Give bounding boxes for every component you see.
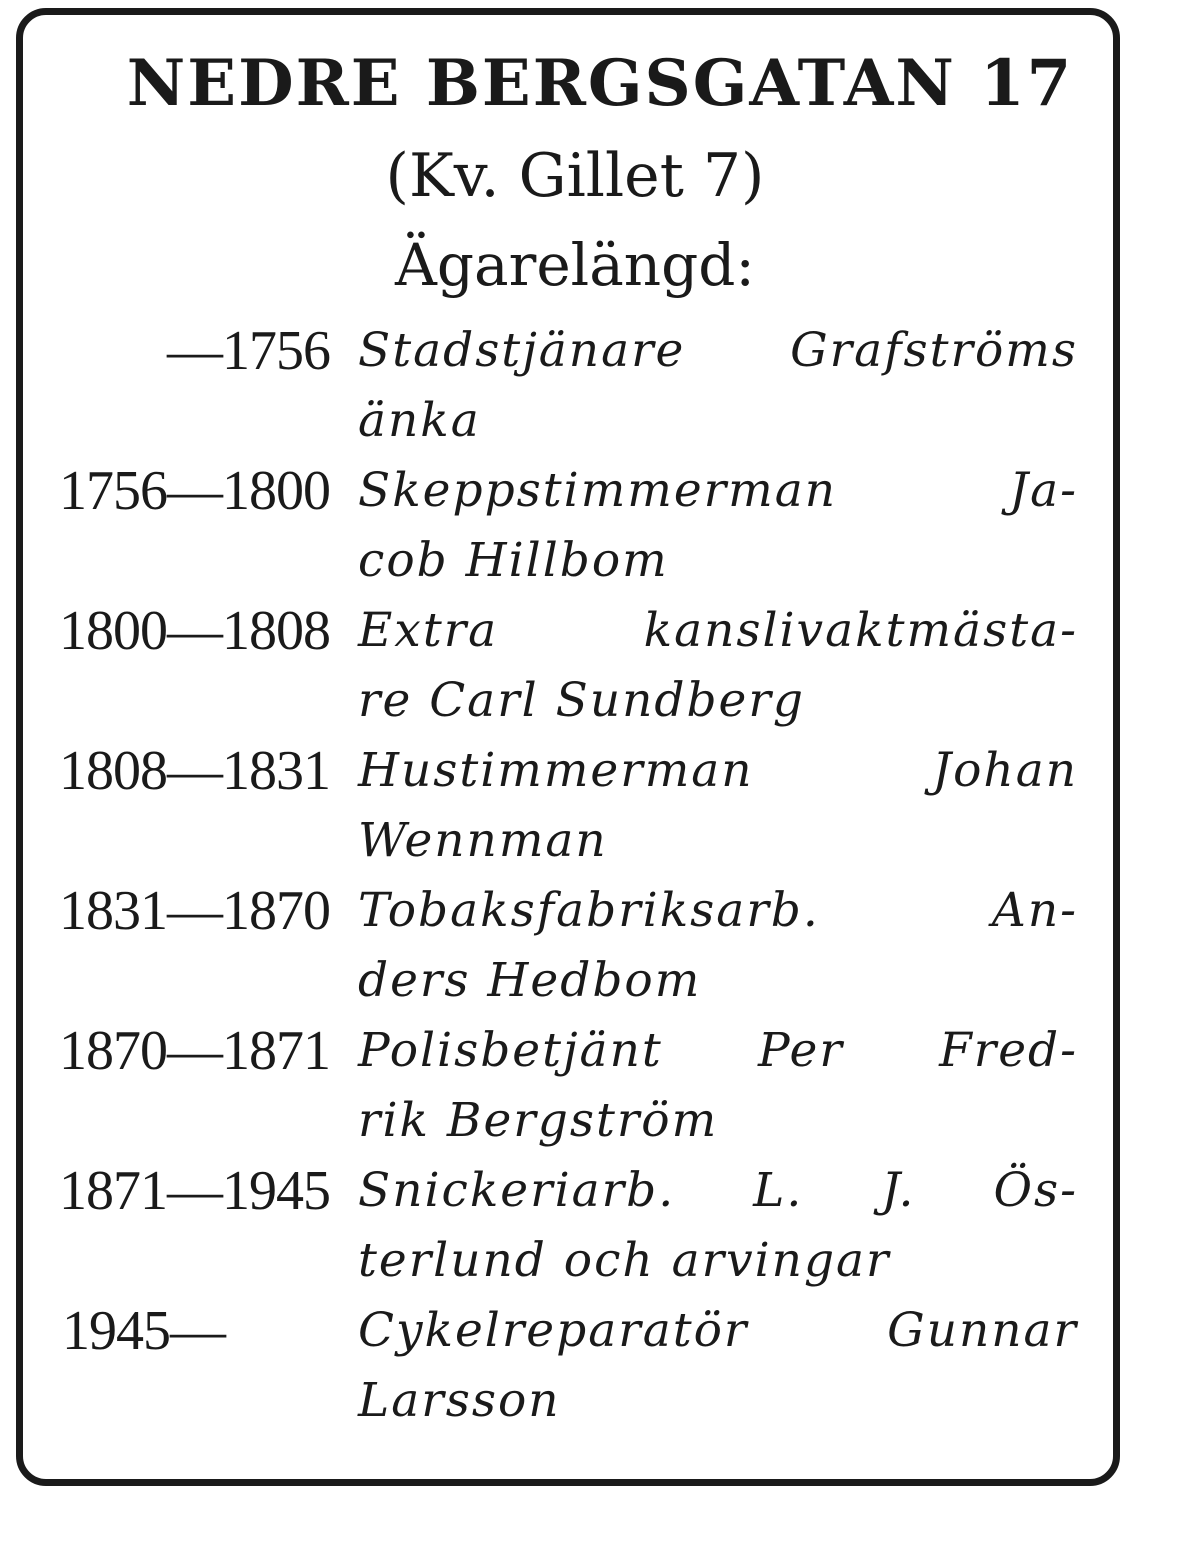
owner-entry: [40, 456, 1100, 596]
page-title: NEDRE BERGSGATAN 17: [126, 46, 1074, 121]
owner-name-line: terlund och arvingar: [358, 1233, 891, 1288]
owner-name-line: Cykelreparatör Gunnar: [358, 1303, 1078, 1358]
owner-entry: [40, 1016, 1100, 1156]
owner-period: 1800—1808: [59, 600, 330, 662]
owner-entry: [40, 736, 1100, 876]
section-heading: Ägarelängd:: [395, 231, 755, 299]
page-subtitle: (Kv. Gillet 7): [385, 141, 765, 211]
owner-entry: [40, 1156, 1100, 1296]
owner-name-line: Polisbetjänt Per Fred-: [358, 1023, 1078, 1078]
owner-name-line: Wennman: [358, 813, 608, 868]
owner-period: 1945—: [62, 1300, 225, 1362]
owner-period: —1756: [167, 320, 330, 382]
owner-name: [330, 1156, 1100, 1296]
owner-name-line: Stadstjänare Grafströms: [358, 323, 1078, 378]
owner-name: [330, 316, 1100, 456]
owner-name: [330, 456, 1100, 596]
owner-period: 1831—1870: [59, 880, 330, 942]
owner-entry: [40, 876, 1100, 1016]
owner-name-line: Snickeriarb. L. J. Ös-: [358, 1163, 1078, 1218]
owner-name: [330, 596, 1100, 736]
owner-name: [330, 876, 1100, 1016]
owner-period: 1756—1800: [59, 460, 330, 522]
owner-name-line: ders Hedbom: [358, 953, 702, 1008]
owner-name-line: änka: [358, 393, 481, 448]
owner-entry: [40, 596, 1100, 736]
owner-name-line: cob Hillbom: [358, 533, 669, 588]
owner-name-line: Hustimmerman Johan: [358, 743, 1078, 798]
owner-entry: [40, 316, 1100, 456]
owner-name: [330, 736, 1100, 876]
owner-name-line: re Carl Sundberg: [358, 673, 805, 728]
owner-name-line: rik Bergström: [358, 1093, 719, 1148]
owner-period: 1871—1945: [59, 1160, 330, 1222]
owner-entry: [40, 1296, 1100, 1436]
owner-name-line: Extra kanslivaktmästa-: [358, 603, 1078, 658]
owner-name-line: Tobaksfabriksarb. An-: [358, 883, 1078, 938]
owner-name-line: Larsson: [358, 1373, 561, 1428]
owner-period: 1870—1871: [59, 1020, 330, 1082]
owner-list: [40, 316, 1100, 1436]
owner-name-line: Skeppstimmerman Ja-: [358, 463, 1078, 518]
owner-name: [330, 1296, 1100, 1436]
owner-name: [330, 1016, 1100, 1156]
owner-period: 1808—1831: [59, 740, 330, 802]
